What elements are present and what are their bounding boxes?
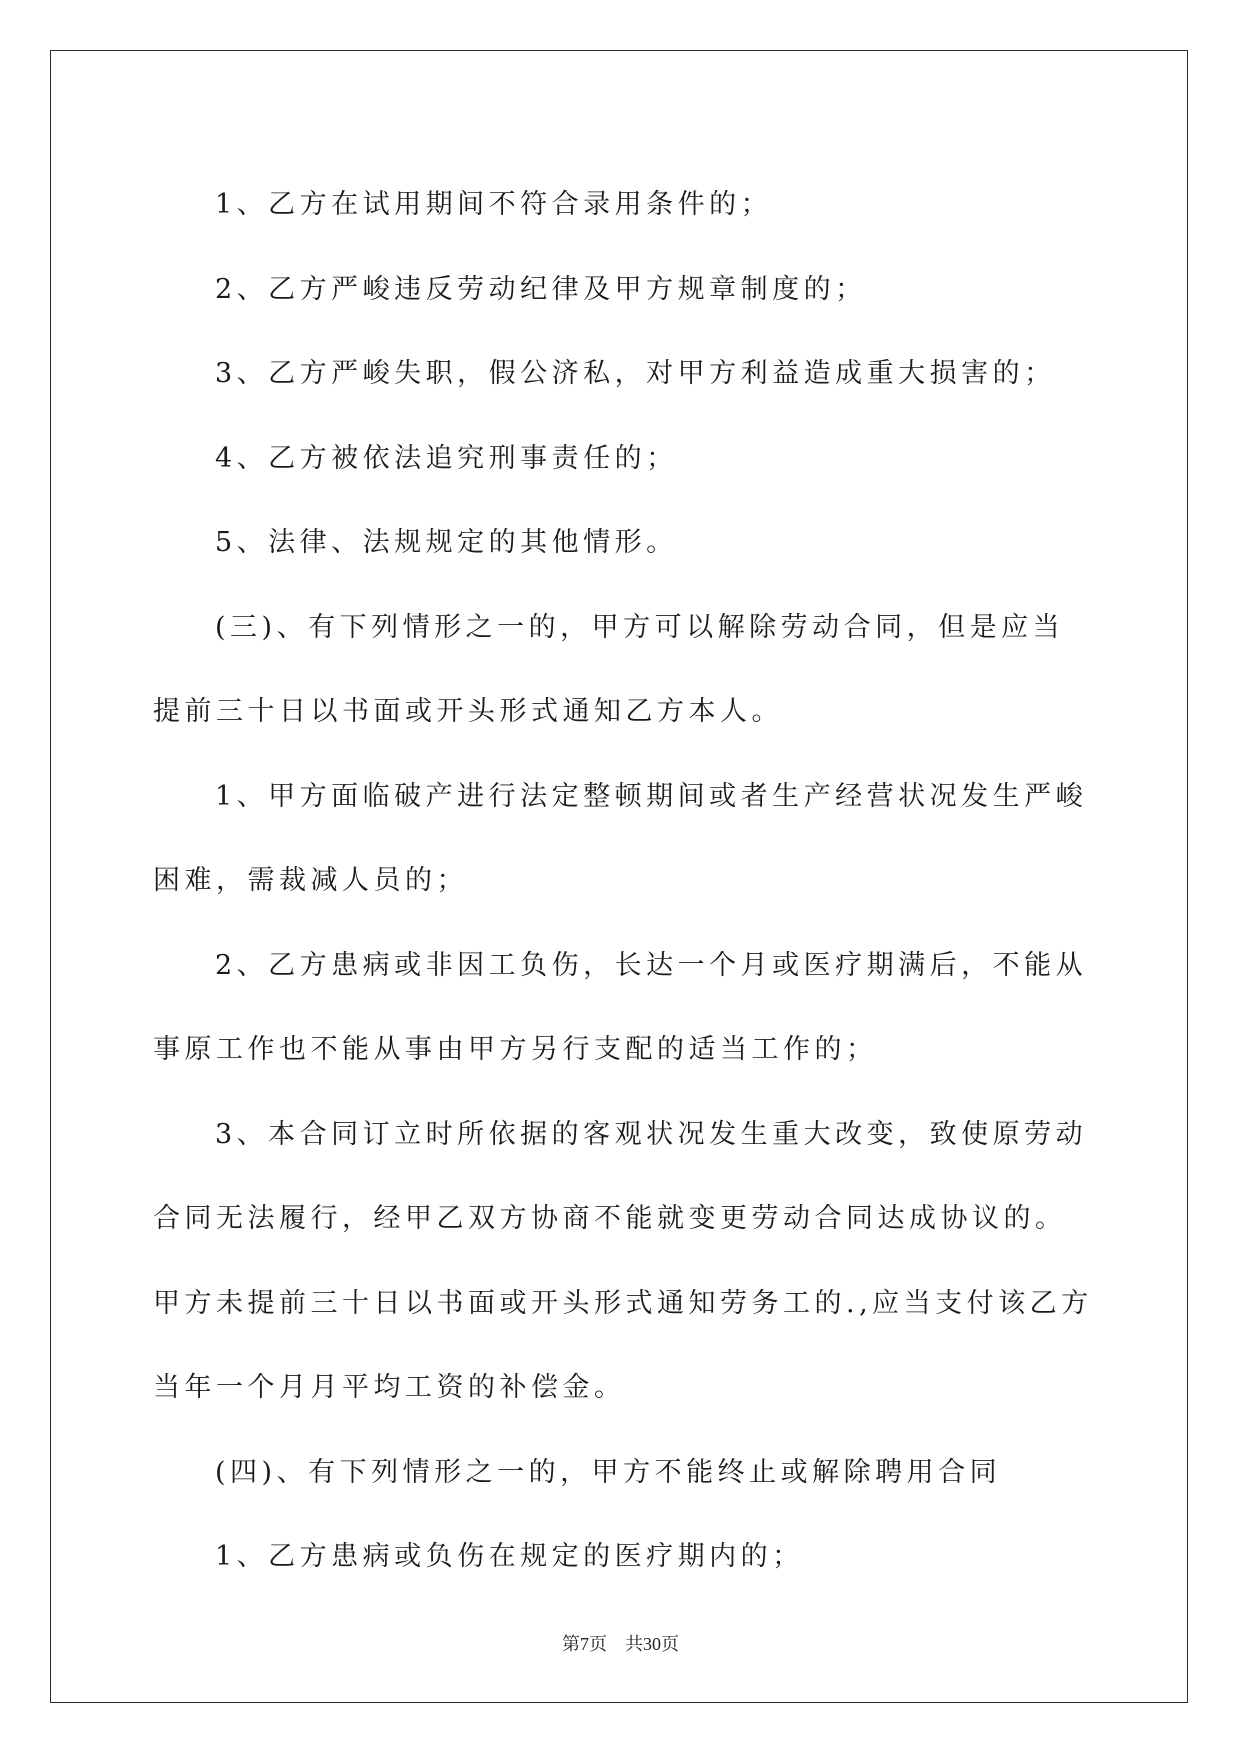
paragraph-3: 3、乙方严峻失职，假公济私，对甲方利益造成重大损害的；: [215, 358, 1056, 389]
paragraph-8: 2、乙方患病或非因工负伤，长达一个月或医疗期满后，不能从事原工作也不能从事由甲方另行支配的适当工作的；: [153, 949, 1088, 1065]
paragraph-2: 2、乙方严峻违反劳动纪律及甲方规章制度的；: [215, 273, 867, 305]
page-total: 共30页: [625, 1634, 679, 1654]
paragraph-5: 5、法律、法规规定的其他情形。: [215, 527, 678, 558]
paragraph-11: 1、乙方患病或负伤在规定的医疗期内的；: [215, 1541, 804, 1572]
paragraph-1: 1、乙方在试用期间不符合录用条件的；: [215, 189, 773, 220]
paragraph-6: (三)、有下列情形之一的，甲方可以解除劳动合同，但是应当提前三十日以书面或开头形式通知乙方本人。: [153, 611, 1065, 727]
page-number: 第7页: [562, 1634, 607, 1654]
paragraph-9: 3、本合同订立时所依据的客观状况发生重大改变，致使原劳动合同无法履行，经甲乙双方协商不能就变更劳动合同达成协议的。 甲方未提前三十日以书面或开头形式通知劳务工的.,应当支付该乙方当年一个月月平均工资的补偿金。: [153, 1118, 1093, 1403]
page-footer: [0, 1630, 1241, 1656]
paragraph-4: 4、乙方被依法追究刑事责任的；: [215, 442, 678, 474]
document-body: [153, 163, 1093, 1600]
paragraph-7: 1、甲方面临破产进行法定整顿期间或者生产经营状况发生严峻困难，需裁减人员的；: [153, 780, 1088, 896]
paragraph-10: (四)、有下列情形之一的，甲方不能终止或解除聘用合同: [215, 1456, 1002, 1488]
